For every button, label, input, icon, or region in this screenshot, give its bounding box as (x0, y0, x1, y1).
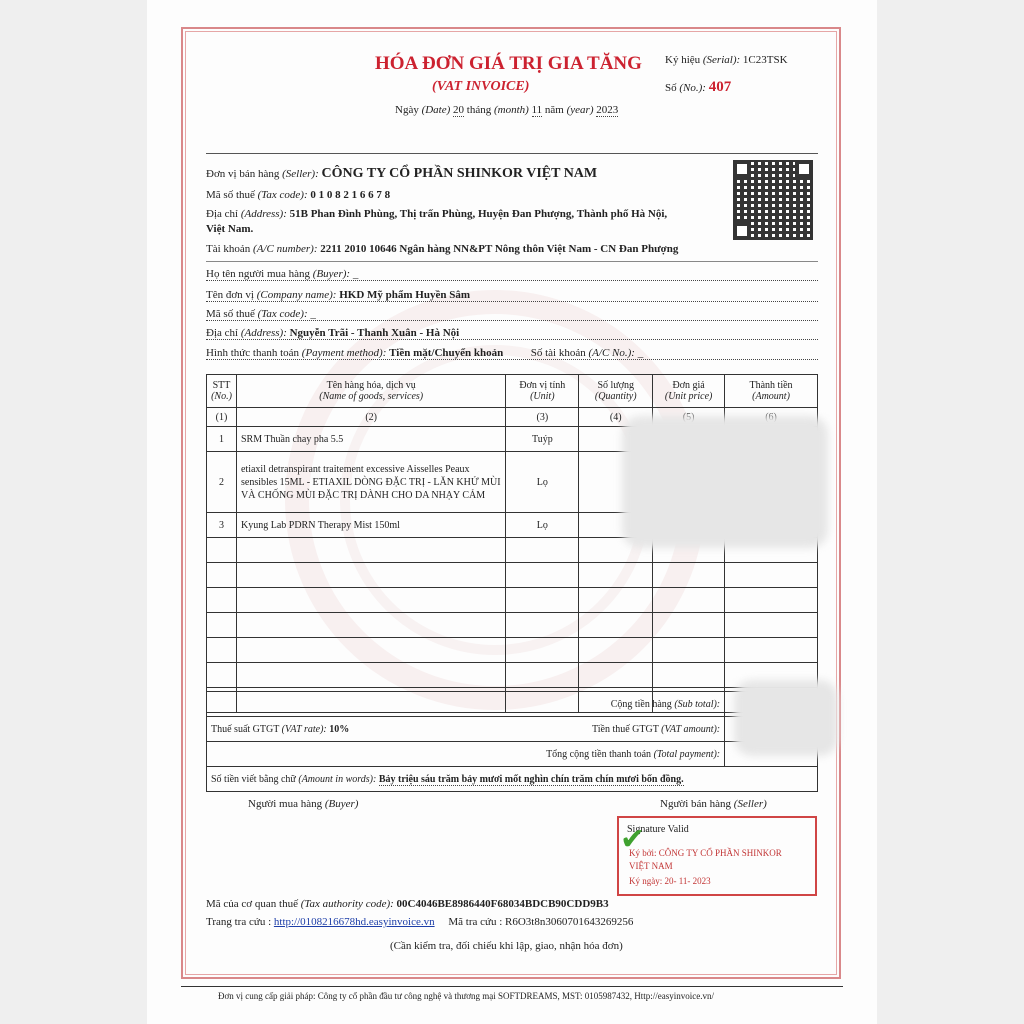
table-row: 2 etiaxil detranspirant traitement excessive Aisselles Peaux sensibles 15ML - ETIAXIL DÒNG ĐẶC TRỊ - LĂN KHỬ MÙI VÀ CHỐNG MÙI ĐẶC TRỊ DÀNH CHO DA NHẠY CẢM Lọ (207, 452, 818, 513)
seller-signature-label: Người bán hàng (Seller) (660, 798, 767, 810)
seller-address-field: Địa chỉ (Address): 51B Phan Đình Phùng, Thị trấn Phùng, Huyện Đan Phượng, Thành phố Hà Nội, (206, 208, 668, 220)
table-row-empty (207, 638, 818, 663)
divider (206, 153, 818, 154)
lookup-line: Trang tra cứu : http://0108216678hd.easyinvoice.vn Mã tra cứu : R6O3t8n3060701643269256 (206, 916, 634, 928)
header-unit-price: Đơn giá (Unit price) (653, 375, 725, 408)
table-row-empty (207, 588, 818, 613)
header-name: Tên hàng hóa, dịch vụ (Name of goods, services) (236, 375, 505, 408)
table-column-numbers: (1) (2) (3) (4) (207, 408, 818, 427)
buyer-signature-label: Người mua hàng (Buyer) (248, 798, 359, 810)
footer-divider (181, 986, 843, 987)
serial-field: Ký hiệu (Serial): 1C23TSK (665, 54, 788, 66)
invoice-title: HÓA ĐƠN GIÁ TRỊ GIA TĂNG (375, 53, 642, 74)
payment-method-field: Hình thức thanh toán (Payment method): Tiền mặt/Chuyển khoản Số tài khoản (A/C No.): _ (206, 347, 818, 360)
digital-signature-box (617, 816, 817, 896)
table-row-empty (207, 613, 818, 638)
seller-address-line2: Việt Nam. (206, 223, 254, 235)
table-header-row (207, 375, 818, 408)
vat-row: Thuế suất GTGT (VAT rate): 10% Tiền thuế GTGT (VAT amount): (207, 717, 818, 742)
buyer-address-field: Địa chỉ (Address): Nguyễn Trãi - Thanh Xuân - Hà Nội (206, 327, 818, 340)
signed-date: Ký ngày: 20- 11- 2023 (629, 876, 711, 886)
invoice-subtitle: (VAT INVOICE) (432, 79, 530, 94)
invoice-date: Ngày (Date) 20 tháng (month) 11 năm (year) 2023 (395, 104, 619, 116)
checkmark-icon: ✔ (620, 822, 646, 857)
lookup-link[interactable]: http://0108216678hd.easyinvoice.vn (273, 916, 435, 928)
totals-table (206, 691, 818, 792)
total-row: Tổng cộng tiền thanh toán (Total payment): (207, 742, 818, 767)
signed-by-line2: VIỆT NAM (629, 861, 673, 871)
subtotal-row: Cộng tiền hàng (Sub total): (207, 692, 818, 717)
buyer-name-field: Họ tên người mua hàng (Buyer): _ (206, 268, 818, 281)
redacted-totals (734, 680, 838, 756)
amount-in-words-row: Số tiền viết bằng chữ (Amount in words): Bảy triệu sáu trăm bảy mươi mốt nghìn chín trăm chín mươi bốn đồng. (207, 767, 818, 792)
table-row: 1 SRM Thuần chay pha 5.5 Tuýp (207, 427, 818, 452)
header-unit: Đơn vị tính (Unit) (506, 375, 579, 408)
seller-name-field: Đơn vị bán hàng (Seller): CÔNG TY CỔ PHẦN SHINKOR VIỆT NAM (206, 166, 598, 181)
seller-account-field: Tài khoản (A/C number): 2211 2010 10646 Ngân hàng NN&PT Nông thôn Việt Nam - CN Đan Phượng (206, 243, 679, 255)
invoice-number-field: Số (No.): 407 (665, 79, 732, 95)
provider-info: Đơn vị cung cấp giải pháp: Công ty cổ phần đầu tư công nghệ và thương mại SOFTDREAMS, MST: 0105987432, Http://easyinvoice.vn/ (218, 991, 715, 1001)
table-row: 3 Kyung Lab PDRN Therapy Mist 150ml Lọ (207, 513, 818, 538)
signed-by-line1: Ký bởi: CÔNG TY CỔ PHẦN SHINKOR (629, 848, 782, 858)
signature-valid-text: Signature Valid (627, 824, 689, 835)
divider (206, 261, 818, 262)
buyer-company-field: Tên đơn vị (Company name): HKD Mỹ phẩm Huyền Sâm (206, 289, 818, 302)
seller-tax-field: Mã số thuế (Tax code): 0 1 0 8 2 1 6 6 7 8 (206, 189, 391, 201)
buyer-tax-field: Mã số thuế (Tax code): _ (206, 308, 818, 321)
redacted-prices (622, 416, 828, 548)
header-amount: Thành tiền (Amount) (725, 375, 818, 408)
tax-authority-code: Mã của cơ quan thuế (Tax authority code): 00C4046BE8986440F68034BDCB90CDD9B3 (206, 898, 609, 910)
table-row-empty (207, 663, 818, 688)
verification-note: (Cần kiểm tra, đối chiếu khi lập, giao, nhận hóa đơn) (390, 940, 623, 952)
table-row-empty (207, 563, 818, 588)
header-no: STT (No.) (207, 375, 237, 408)
header-quantity: Số lượng (Quantity) (579, 375, 653, 408)
qr-code-icon (733, 160, 813, 240)
